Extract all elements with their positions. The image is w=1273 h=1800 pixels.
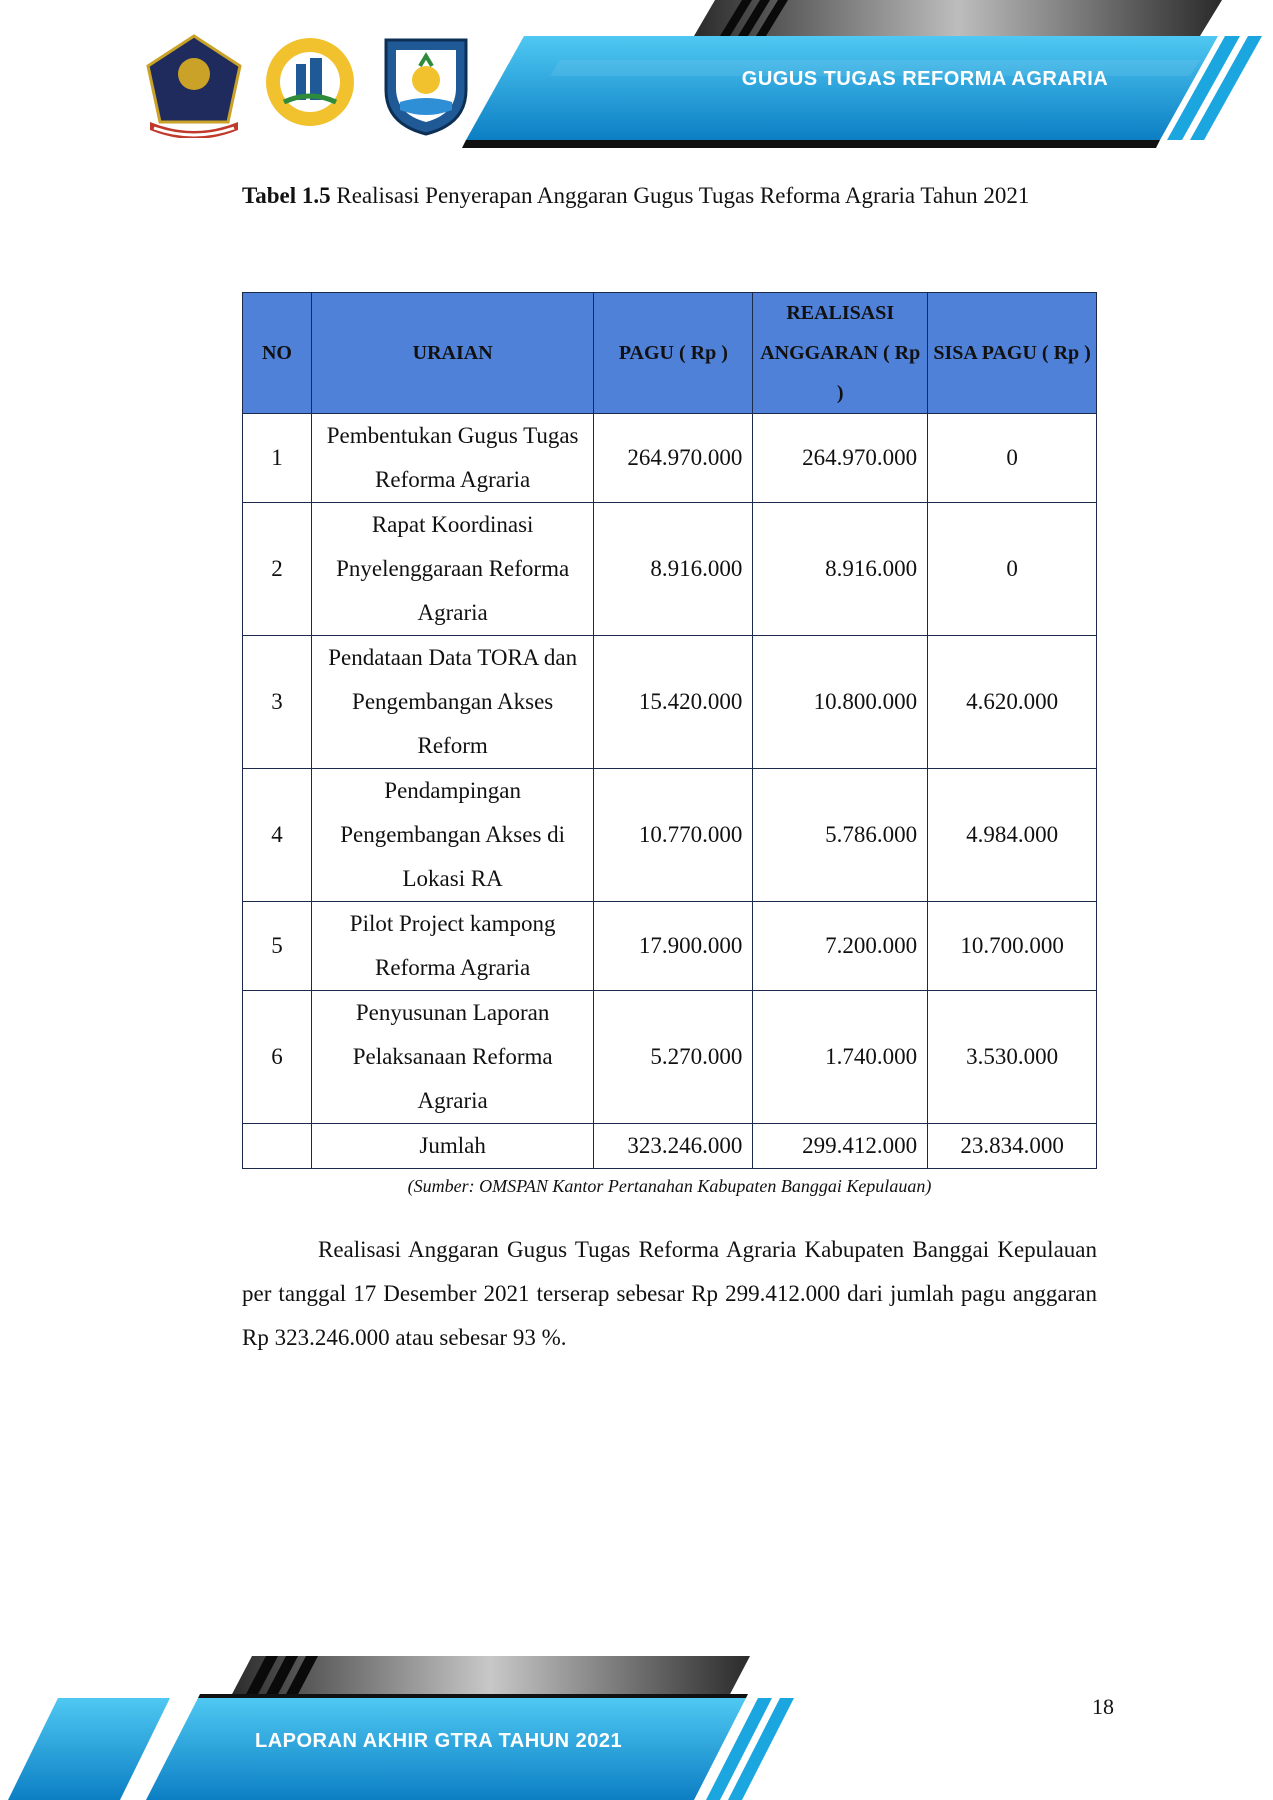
- banggai-kepulauan-logo: [372, 30, 480, 138]
- total-sisa-pagu: 23.834.000: [928, 1124, 1097, 1169]
- body-paragraph: Realisasi Anggaran Gugus Tugas Reforma Agraria Kabupaten Banggai Kepulauan per tanggal 17 Desember 2021 terserap sebesar Rp 299.412.000 dari jumlah pagu anggaran Rp 323.246.000 atau sebesar 93 %.: [242, 1237, 1097, 1350]
- header-banner-title: GUGUS TUGAS REFORMA AGRARIA: [741, 68, 1109, 90]
- cell-pagu: 264.970.000: [594, 414, 753, 503]
- table-caption-text: Realisasi Penyerapan Anggaran Gugus Tugas Reforma Agraria Tahun 2021: [330, 183, 1030, 208]
- table-row: [243, 414, 1097, 503]
- cell-no: 5: [243, 902, 312, 991]
- cell-realisasi: 264.970.000: [753, 414, 928, 503]
- total-realisasi: 299.412.000: [753, 1124, 928, 1169]
- cell-uraian: Penyusunan Laporan Pelaksanaan Reforma Agraria: [311, 991, 594, 1124]
- cell-sisa-pagu: 4.984.000: [928, 769, 1097, 902]
- gtra-pusat-logo: [140, 30, 248, 138]
- table-caption: [242, 174, 1097, 218]
- cell-realisasi: 1.740.000: [753, 991, 928, 1124]
- cell-uraian: Pendataan Data TORA dan Pengembangan Akses Reform: [311, 636, 594, 769]
- header-sisa-pagu: SISA PAGU ( Rp ): [928, 293, 1097, 414]
- header-logos: [140, 30, 480, 138]
- cell-uraian: Pilot Project kampong Reforma Agraria: [311, 902, 594, 991]
- cell-no: 6: [243, 991, 312, 1124]
- cell-no: 1: [243, 414, 312, 503]
- cell-no: 4: [243, 769, 312, 902]
- table-row: [243, 503, 1097, 636]
- table-row: [243, 991, 1097, 1124]
- cell-sisa-pagu: 0: [928, 414, 1097, 503]
- cell-realisasi: 8.916.000: [753, 503, 928, 636]
- cell-sisa-pagu: 10.700.000: [928, 902, 1097, 991]
- cell-sisa-pagu: 4.620.000: [928, 636, 1097, 769]
- cell-pagu: 8.916.000: [594, 503, 753, 636]
- table-source-note: (Sumber: OMSPAN Kantor Pertanahan Kabupaten Banggai Kepulauan): [407, 1176, 932, 1196]
- cell-uraian: Pembentukan Gugus Tugas Reforma Agraria: [311, 414, 594, 503]
- table-header-row: [243, 293, 1097, 414]
- header-realisasi: REALISASI ANGGARAN ( Rp ): [753, 293, 928, 414]
- total-no: [243, 1124, 312, 1169]
- cell-sisa-pagu: 3.530.000: [928, 991, 1097, 1124]
- budget-table: [242, 292, 1097, 1169]
- cell-uraian: Pendampingan Pengembangan Akses di Lokasi RA: [311, 769, 594, 902]
- table-row: [243, 769, 1097, 902]
- header-pagu: PAGU ( Rp ): [594, 293, 753, 414]
- cell-uraian: Rapat Koordinasi Pnyelenggaraan Reforma Agraria: [311, 503, 594, 636]
- cell-realisasi: 10.800.000: [753, 636, 928, 769]
- cell-pagu: 10.770.000: [594, 769, 753, 902]
- cell-realisasi: 7.200.000: [753, 902, 928, 991]
- table-caption-label: Tabel 1.5: [242, 183, 331, 208]
- atr-bpn-logo: [256, 30, 364, 138]
- table-total-row: [243, 1124, 1097, 1169]
- header-no: NO: [243, 293, 312, 414]
- table-row: [243, 636, 1097, 769]
- cell-no: 2: [243, 503, 312, 636]
- cell-pagu: 15.420.000: [594, 636, 753, 769]
- page-header: [0, 0, 1273, 150]
- cell-realisasi: 5.786.000: [753, 769, 928, 902]
- table-row: [243, 902, 1097, 991]
- header-uraian: URAIAN: [311, 293, 594, 414]
- page-number: 18: [1092, 1694, 1114, 1719]
- cell-pagu: 17.900.000: [594, 902, 753, 991]
- footer-banner-graphic: [0, 1650, 1273, 1800]
- total-pagu: 323.246.000: [594, 1124, 753, 1169]
- cell-sisa-pagu: 0: [928, 503, 1097, 636]
- cell-no: 3: [243, 636, 312, 769]
- cell-pagu: 5.270.000: [594, 991, 753, 1124]
- footer-banner-title: LAPORAN AKHIR GTRA TAHUN 2021: [255, 1730, 623, 1752]
- total-label: Jumlah: [311, 1124, 594, 1169]
